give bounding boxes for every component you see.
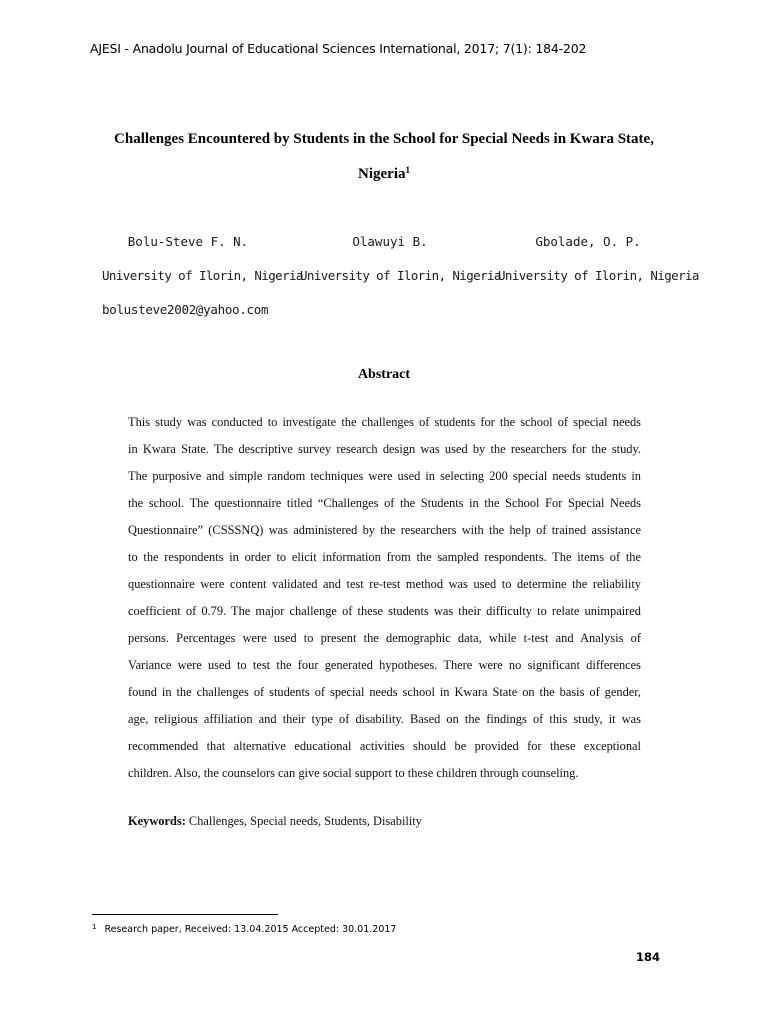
abstract-line: persons. Percentages were used to present the demographic data, while t-test and Analysis of	[128, 631, 641, 645]
abstract-line: age, religious affiliation and their type of disability. Based on the findings of this study, it was	[128, 712, 641, 726]
author-block-3	[498, 233, 699, 301]
abstract-line: recommended that alternative educational activities should be provided for these exceptional	[128, 739, 641, 753]
abstract-line: coefficient of 0.79. The major challenge of these students was their difficulty to relate unimpaired	[128, 604, 641, 618]
author-affiliation: University of Ilorin, Nigeria	[300, 268, 501, 283]
author-block-2	[300, 233, 501, 301]
abstract-line: in Kwara State. The descriptive survey research design was used by the researchers for the study.	[128, 442, 641, 456]
title-footnote-mark[interactable]: 1	[405, 165, 410, 175]
author-name: Gbolade, O. P.	[535, 234, 641, 249]
author-affiliation: University of Ilorin, Nigeria	[102, 268, 303, 283]
footnote	[92, 923, 396, 935]
author-name: Bolu-Steve F. N.	[127, 234, 249, 249]
keywords	[128, 814, 422, 829]
abstract-line: The purposive and simple random techniques were used in selecting 200 special needs students in	[128, 469, 641, 483]
article-title-text-1: Challenges Encountered by Students in the School for Special Needs in Kwara State,	[114, 131, 654, 147]
abstract-line: Questionnaire” (CSSSNQ) was administered by the researchers with the help of trained assistance	[128, 523, 641, 537]
article-title-line-1	[90, 131, 678, 148]
abstract-body	[128, 409, 641, 787]
abstract-line: questionnaire were content validated and test re-test method was used to determine the reliability	[128, 577, 641, 591]
keywords-text: Challenges, Special needs, Students, Disability	[185, 814, 422, 828]
abstract-line: found in the challenges of students of special needs school in Kwara State on the basis of gender,	[128, 685, 641, 699]
abstract-line: children. Also, the counselors can give social support to these children through counseling.	[128, 766, 579, 780]
author-affiliation: University of Ilorin, Nigeria	[498, 268, 699, 283]
footnote-text: Research paper, Received: 13.04.2015 Accepted: 30.01.2017	[104, 924, 397, 935]
footnote-mark: 1	[92, 923, 97, 931]
page-number: 184	[636, 950, 661, 964]
abstract-line: This study was conducted to investigate the challenges of students for the school of special needs	[128, 415, 641, 429]
abstract-line: the school. The questionnaire titled “Challenges of the Students in the School For Special Needs	[128, 496, 641, 510]
running-header: AJESI - Anadolu Journal of Educational Sciences International, 2017; 7(1): 184-202	[90, 41, 587, 56]
footnote-divider	[92, 914, 278, 915]
abstract-line: Variance were used to test the four generated hypotheses. There were no significant differences	[128, 658, 641, 672]
author-block-1	[102, 233, 303, 335]
author-email[interactable]: bolusteve2002@yahoo.com	[102, 302, 269, 317]
article-title-text-2: Nigeria	[358, 166, 406, 182]
keywords-label: Keywords:	[128, 814, 186, 828]
author-name: Olawuyi B.	[352, 234, 428, 249]
article-title-line-2	[90, 165, 678, 183]
abstract-heading: Abstract	[357, 367, 411, 382]
abstract-line: to the respondents in order to elicit information from the sampled respondents. The items of the	[128, 550, 641, 564]
